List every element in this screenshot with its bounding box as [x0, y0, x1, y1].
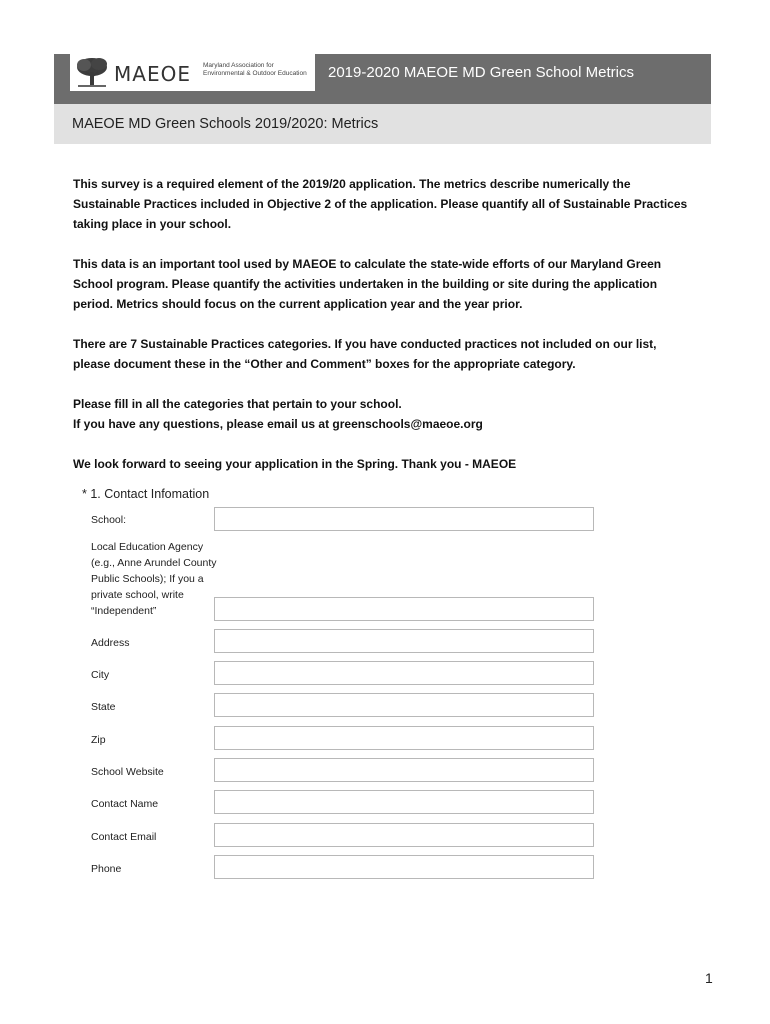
school-input[interactable]	[214, 507, 594, 531]
address-label: Address	[91, 637, 130, 649]
intro-paragraph-2: This data is an important tool used by MAEOE to calculate the state-wide efforts of our Maryland Green School program. Please quantify the activities undertaken in the building or site during the application period. Metrics should focus on the current application year and the year prior.	[73, 257, 662, 311]
question-title: * 1. Contact Infomation	[82, 487, 210, 501]
intro-fill-instruction: Please fill in all the categories that pertain to your school.	[73, 397, 402, 411]
address-input[interactable]	[214, 629, 594, 653]
city-input[interactable]	[214, 661, 594, 685]
contact-email-input[interactable]	[214, 823, 594, 847]
logo-tagline: Maryland Association for Environmental & Outdoor Education	[203, 62, 307, 77]
school-label: School:	[91, 514, 127, 526]
city-label: City	[91, 669, 110, 681]
contact-email-label: Contact Email	[91, 831, 157, 843]
survey-intro	[73, 174, 693, 494]
intro-paragraph-3: There are 7 Sustainable Practices categories. If you have conducted practices not included on our list, please document these in the “Other and Comment” boxes for the appropriate category.	[73, 337, 657, 371]
intro-paragraph-5: We look forward to seeing your application in the Spring. Thank you - MAEOE	[73, 457, 517, 471]
intro-paragraph-4	[73, 394, 693, 434]
tree-logo-icon	[74, 56, 110, 88]
zip-input[interactable]	[214, 726, 594, 750]
maeoe-logo	[70, 54, 315, 91]
page-number: 1	[705, 970, 713, 986]
state-input[interactable]	[214, 693, 594, 717]
intro-contact-line: If you have any questions, please email us at greenschools@maeoe.org	[73, 417, 483, 431]
contact-name-label: Contact Name	[91, 798, 159, 810]
website-input[interactable]	[214, 758, 594, 782]
header-bar	[54, 54, 711, 104]
survey-header-title: 2019-2020 MAEOE MD Green School Metrics	[328, 64, 634, 81]
lea-input[interactable]	[214, 597, 594, 621]
intro-paragraph-1: This survey is a required element of the 2019/20 application. The metrics describe numerically the Sustainable Practices included in Objective 2 of the application. Please quantify all of Sustainable Practices taking place in your school.	[73, 177, 688, 231]
phone-input[interactable]	[214, 855, 594, 879]
state-label: State	[91, 701, 116, 713]
logo-wordmark: MAEOE	[114, 62, 191, 86]
phone-label: Phone	[91, 863, 122, 875]
page-title: MAEOE MD Green Schools 2019/2020: Metrics	[72, 116, 379, 132]
contact-name-input[interactable]	[214, 790, 594, 814]
website-label: School Website	[91, 766, 164, 778]
zip-label: Zip	[91, 734, 106, 746]
lea-label: Local Education Agency (e.g., Anne Arundel County Public Schools); If you a private school, write “Independent”	[91, 541, 217, 617]
page-title-bar	[54, 104, 711, 144]
